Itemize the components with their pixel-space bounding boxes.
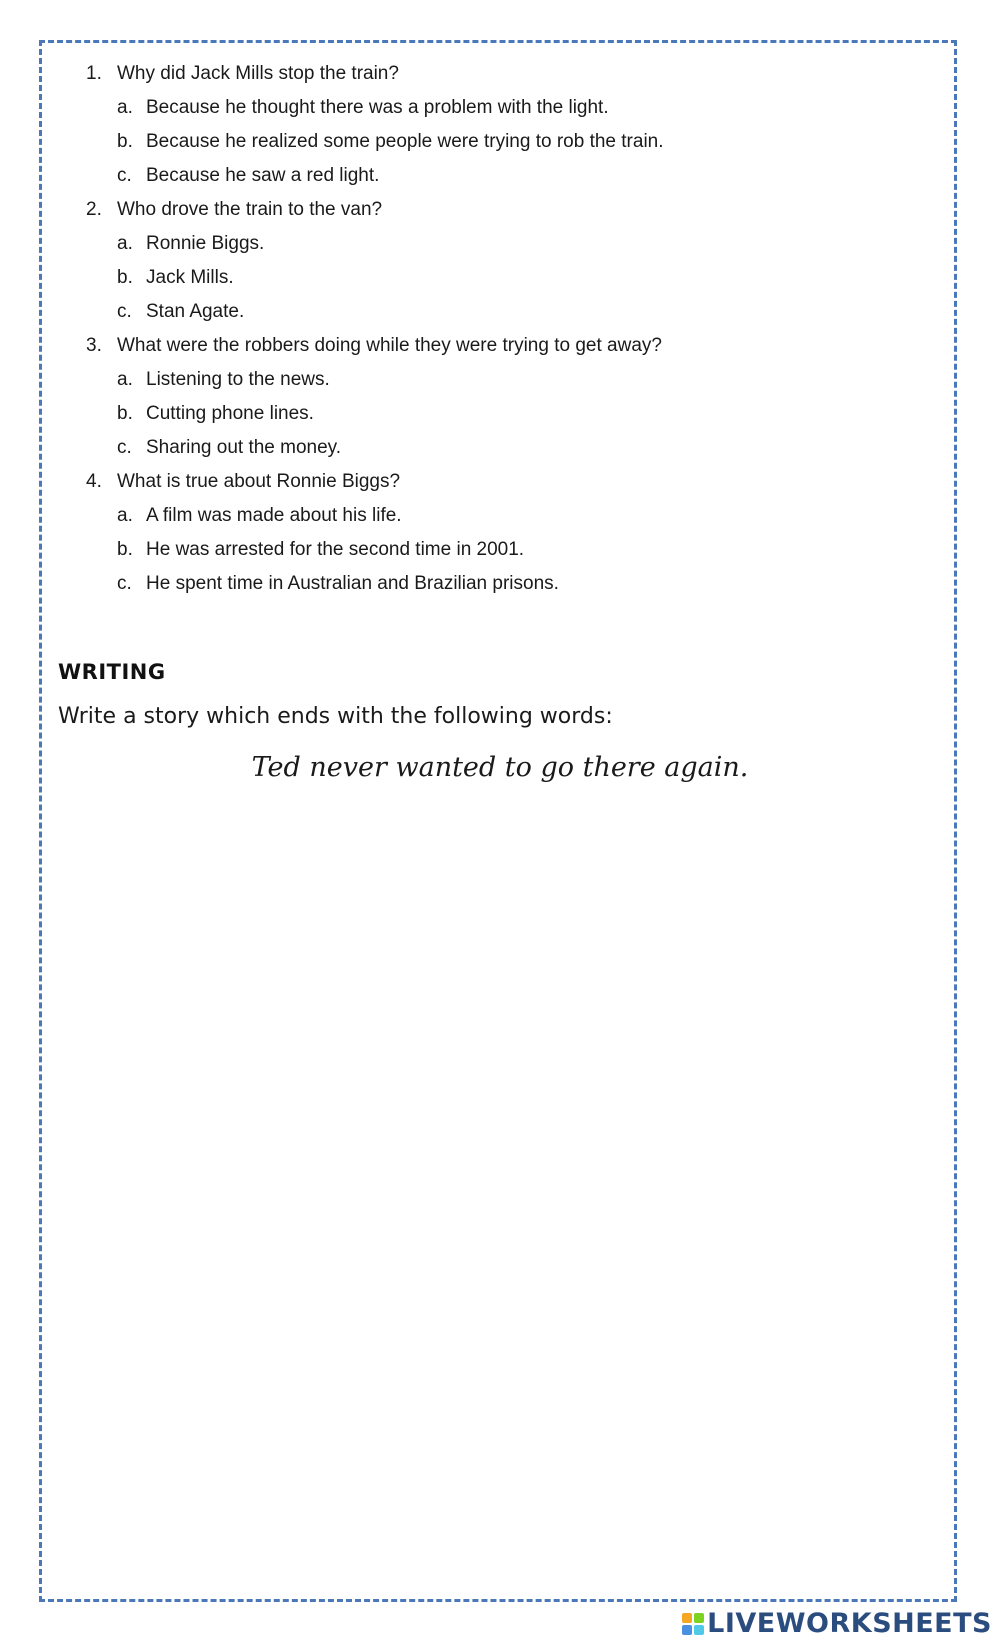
question-text: Why did Jack Mills stop the train? <box>117 63 399 84</box>
answer-option[interactable] <box>117 159 906 193</box>
answer-options <box>86 91 906 193</box>
question-text: Who drove the train to the van? <box>117 199 383 220</box>
option-letter: c. <box>117 165 132 186</box>
answer-options <box>86 363 906 465</box>
option-letter: b. <box>117 131 133 152</box>
question-text: What is true about Ronnie Biggs? <box>117 471 401 492</box>
answer-option[interactable] <box>117 125 906 159</box>
option-letter: b. <box>117 403 133 424</box>
answer-option[interactable] <box>117 91 906 125</box>
option-text: Ronnie Biggs. <box>146 233 265 254</box>
option-text: Jack Mills. <box>146 267 234 288</box>
option-text: A film was made about his life. <box>146 505 402 526</box>
question-1 <box>86 57 906 193</box>
option-text: Because he saw a red light. <box>146 165 380 186</box>
option-text: Cutting phone lines. <box>146 403 314 424</box>
liveworksheets-logo-icon <box>682 1613 704 1635</box>
answer-options <box>86 499 906 601</box>
answer-option[interactable] <box>117 431 906 465</box>
answer-option[interactable] <box>117 533 906 567</box>
answer-option[interactable] <box>117 499 906 533</box>
option-text: He was arrested for the second time in 2001. <box>146 539 525 560</box>
writing-heading: WRITING <box>58 660 166 684</box>
option-text: Sharing out the money. <box>146 437 342 458</box>
answer-option[interactable] <box>117 227 906 261</box>
question-3 <box>86 329 906 465</box>
question-number: 2. <box>86 199 102 220</box>
option-text: Because he realized some people were trying to rob the train. <box>146 131 664 152</box>
option-letter: b. <box>117 267 133 288</box>
logo-square-tl <box>682 1613 692 1623</box>
answer-option[interactable] <box>117 397 906 431</box>
quiz-questions <box>86 57 906 601</box>
option-text: Listening to the news. <box>146 369 330 390</box>
liveworksheets-brand <box>682 1608 992 1639</box>
answer-options <box>86 227 906 329</box>
question-number: 4. <box>86 471 102 492</box>
option-letter: b. <box>117 539 133 560</box>
option-letter: a. <box>117 233 133 254</box>
option-text: Stan Agate. <box>146 301 245 322</box>
option-letter: a. <box>117 97 133 118</box>
option-letter: c. <box>117 573 132 594</box>
logo-square-tr <box>694 1613 704 1623</box>
option-text: He spent time in Australian and Brazilian prisons. <box>146 573 559 594</box>
question-4 <box>86 465 906 601</box>
question-text: What were the robbers doing while they were trying to get away? <box>117 335 662 356</box>
writing-prompt: Write a story which ends with the following words: <box>58 704 613 729</box>
option-letter: c. <box>117 437 132 458</box>
option-letter: a. <box>117 369 133 390</box>
story-ending-line: Ted never wanted to go there again. <box>251 752 749 783</box>
answer-option[interactable] <box>117 363 906 397</box>
question-number: 3. <box>86 335 102 356</box>
answer-option[interactable] <box>117 567 906 601</box>
option-text: Because he thought there was a problem with the light. <box>146 97 609 118</box>
option-letter: c. <box>117 301 132 322</box>
question-2 <box>86 193 906 329</box>
option-letter: a. <box>117 505 133 526</box>
answer-option[interactable] <box>117 261 906 295</box>
question-number: 1. <box>86 63 102 84</box>
brand-name: LIVEWORKSHEETS <box>707 1608 992 1639</box>
answer-option[interactable] <box>117 295 906 329</box>
logo-square-bl <box>682 1625 692 1635</box>
logo-square-br <box>694 1625 704 1635</box>
story-writing-area[interactable] <box>58 810 938 1580</box>
